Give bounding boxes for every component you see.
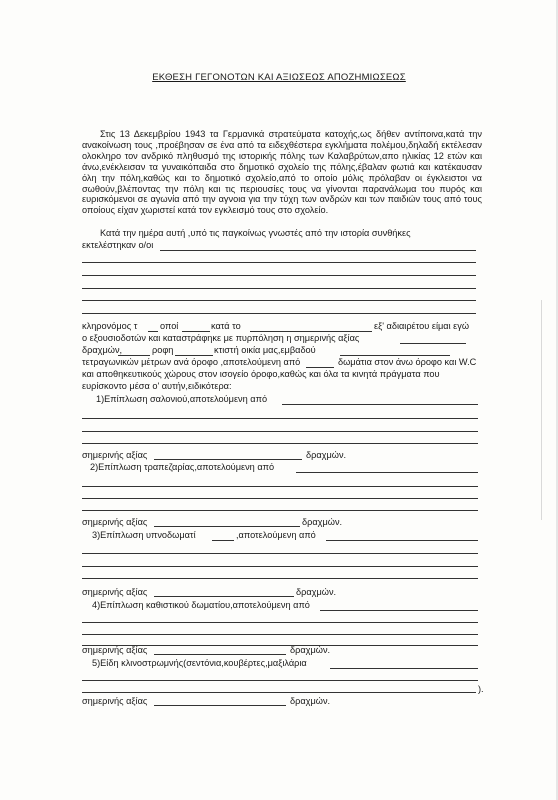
according-to-label: κατά το [211,321,241,331]
item-blank[interactable] [82,578,478,579]
form-blank-line[interactable] [82,313,476,314]
intro-paragraph: Στις 13 Δεκεμβρίου 1943 τα Γερμανικά στρατεύματα κατοχής,ως δήθεν αντίποινα,κατά την ανακοίνωση τους ,προέβησαν σε ένα από τα ειδεχθέστερα εγκλήματα πολέμου,δηλαδή εκτέλεσαν ολοκληρο τον ανδρικό πληθυσμό της ιστορικής πόλης των Καλαβρύτων,απο ηλικίας 12 ετών και άνω,ενέκλεισαν τα γυναικόπαιδα στο δημοτικό σχολείο της πόλης,έβαλαν φωτιά και κατέκαυσαν όλη την πόλη,καθώς και το δημοτικό σχολείο,από το οποίο μόλις πρόλαβαν οι έγκλειστοι να σωθούν,βλέποντας την πόλη και τις περιουσίες τους να γίνονται παρανάλωμα του πυρός και ευρισκόμενοι σε αγωνία από την αγνοια για την τύχη των ανδρών και των παιδιών τους από τους οποίους είχαν χωριστεί κατά τον εγκλεισμό τους στο σχολείο. [82,129,482,216]
form-blank-line[interactable] [82,288,476,289]
floors-blank[interactable] [118,355,150,356]
item-value-blank[interactable] [154,526,300,527]
item-currency: δραχμών. [302,517,343,527]
item-blank[interactable] [326,540,478,541]
item-currency: δραχμών. [290,696,331,706]
heirs-who-label: οποί [160,321,179,331]
item-blank[interactable] [82,443,478,444]
closing-paren: ). [478,684,484,694]
rooms-upper-label: δωμάτια στον άνω όροφο και W.C [338,357,477,367]
paper-crease [541,300,542,520]
item-label: 3)Επίπλωση υπνοδωματί [92,530,196,540]
specifically-line: ευρίσκοντο μέσα ο' αυτήν,ειδικότερα: [82,381,232,391]
according-to-blank[interactable] [250,331,372,332]
item-currency: δραχμών. [290,645,331,655]
item-blank[interactable] [82,498,478,499]
item-blank[interactable] [320,610,478,611]
item-blank[interactable] [82,634,478,635]
item-label: 2)Επίπλωση τραπεζαρίας,αποτελούμενη από [90,462,275,472]
item-blank[interactable] [82,431,478,432]
executed-label: εκτελέστηκαν ο/οι [82,240,154,250]
area-blank[interactable] [340,355,450,356]
item-blank[interactable] [82,680,478,681]
item-blank[interactable] [82,566,478,567]
item-blank[interactable] [282,404,478,405]
heir-blank[interactable] [148,331,158,332]
item-currency: δραχμών. [296,587,337,597]
item-currency: δραχμών. [306,450,347,460]
item-value-label: σημερινής αξίας [82,517,148,527]
item-value-label: σημερινής αξίας [82,696,148,706]
title-text: ΕΚΘΕΣΗ ΓΕΓΟΝΟΤΩΝ ΚΑΙ ΑΞΙΩΣΕΩΣ ΑΠΟΖΗΜΙΩΣΕΩΣ [152,72,406,83]
storage-line: και αποθηκευτικούς χώρους στον ισογείο όροφο,καθώς και όλα τα κινητά πράγματα που [82,369,440,379]
value-blank[interactable] [400,343,466,344]
house-type-blank[interactable] [175,355,213,356]
house-label: κτιστή οικία μας,εμβαδού [214,345,316,355]
context-line: Κατά την ημέρα αυτή ,υπό τις παγκοίνως γνωστές από την ιστορία συνθήκες [100,228,411,238]
form-blank-line[interactable] [82,300,476,301]
item-suffix-blank[interactable] [212,540,234,541]
item-blank[interactable] [330,668,478,669]
form-blank-line[interactable] [82,275,476,276]
item-label: 1)Επίπλωση σαλονιού,αποτελούμενη από [96,394,268,404]
item-blank[interactable] [82,486,478,487]
authorizer-line: ο εξουσιοδοτών και καταστράφηκε με πυρπόληση η σημερινής αξίας [82,333,360,343]
item-value-label: σημερινής αξίας [82,450,148,460]
item-value-label: σημερινής αξίας [82,587,148,597]
drachmas-label: δραχμών, [82,345,123,355]
item-blank[interactable] [82,622,478,623]
item-blank[interactable] [82,418,478,419]
item-blank[interactable] [82,692,476,693]
item-value-blank[interactable] [154,596,294,597]
item-value-blank[interactable] [154,705,286,706]
undivided-label: εξ' αδιαιρέτου είμαι εγώ [374,321,470,331]
item-label-b: ,αποτελούμενη από [236,530,316,540]
item-blank[interactable] [82,553,478,554]
floor-label: ροφη [152,345,174,355]
form-blank-line[interactable] [82,262,476,263]
heirs-who-blank[interactable] [182,331,210,332]
executed-name-blank[interactable] [160,250,476,251]
item-value-blank[interactable] [154,654,286,655]
item-label: 5)Είδη κλινοστρωμνής(σεντόνια,κουβέρτες,μαξιλάρια [92,658,307,668]
rooms-count-blank[interactable] [306,367,334,368]
item-blank[interactable] [296,472,478,473]
item-value-blank[interactable] [154,459,302,460]
heir-label: κληρονόμος τ [82,321,138,331]
item-value-label: σημερινής αξίας [82,645,148,655]
item-blank[interactable] [82,510,478,511]
square-meters-label: τετραγωνικών μέτρων ανά όροφο ,αποτελούμενη από [82,357,301,367]
document-title [0,72,558,83]
item-label: 4)Επίπλωση καθιστικού δωματίου,αποτελούμενη από [92,600,310,610]
